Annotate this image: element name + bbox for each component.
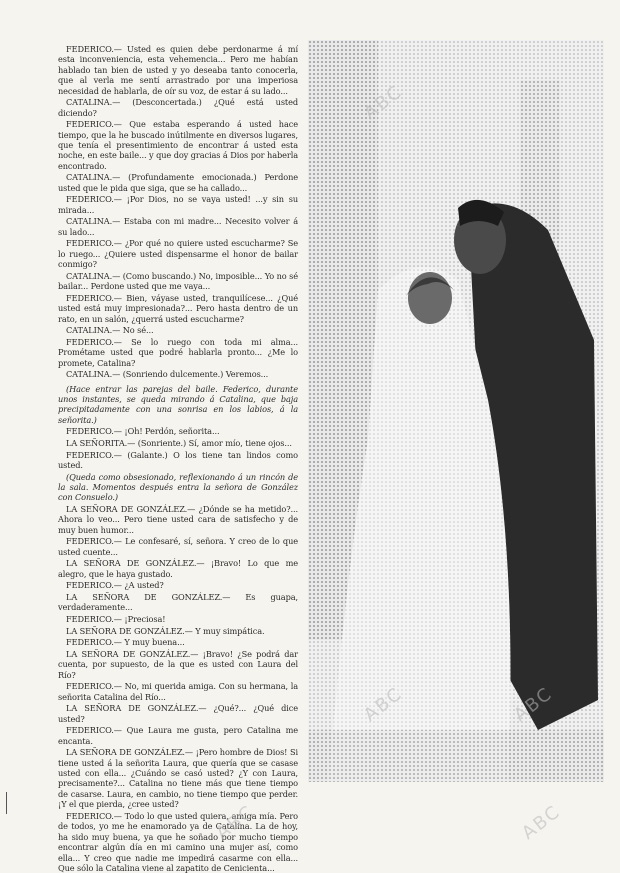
- paragraph: LA SEÑORA DE GONZÁLEZ.— Y muy simpática.: [66, 625, 265, 636]
- paragraph: LA SEÑORA DE GONZÁLEZ.— Es guapa, verdaderamente...: [58, 592, 298, 613]
- paragraph: CATALINA.— Estaba con mi madre... Necesito volver á su lado...: [58, 216, 298, 237]
- paragraph: FEDERICO.— (Galante.) O los tiene tan lindos como usted.: [58, 449, 298, 471]
- paragraph: CATALINA.— (Desconcertada.) ¿Qué está usted diciendo?: [58, 97, 298, 118]
- photo-couple-embracing: [308, 40, 604, 782]
- paragraph: LA SEÑORA DE GONZÁLEZ.— ¡Bravo! Lo que me alegro, que le haya gustado.: [58, 558, 298, 579]
- paragraph: FEDERICO.— ¿A usted?: [66, 580, 164, 591]
- paragraph: FEDERICO.— Todo lo que usted quiera, amiga mía. Pero de todos, yo me he enamorado ya de Catalina. La de hoy, ha sido muy buena, ya que he soñado por mucho tiempo encontrar algún día en mi camino una mujer así, como ella... Y creo que nadie me impedirá casarme con ella... Que sólo la Catalina viene al zapatito de Cenicienta...: [58, 810, 298, 873]
- paragraph: LA SEÑORA DE GONZÁLEZ.— ¿Dónde se ha metido?... Ahora lo veo... Pero tiene usted cara de satisfecho y de muy buen humor...: [58, 504, 298, 535]
- paragraph: FEDERICO.— Que Laura me gusta, pero Catalina me encanta.: [58, 725, 298, 746]
- watermark: ABC: [360, 683, 407, 726]
- paragraph: FEDERICO.— ¡Preciosa!: [66, 614, 166, 625]
- watermark: ABC: [360, 81, 407, 124]
- watermark: ABC: [518, 801, 565, 844]
- watermark: ABC: [510, 683, 557, 726]
- stage-direction: (Hace entrar las parejas del baile. Federico, durante unos instantes, se queda mirando á Catalina, que baja precipitadamente con una sonrisa en los labios, á la señorita.): [58, 383, 298, 425]
- paragraph: FEDERICO.— Le confesaré, sí, señora. Y creo de lo que usted cuente...: [58, 536, 298, 557]
- paragraph: FEDERICO.— ¿Por qué no quiere usted escucharme? Se lo ruego... ¿Quiere usted dispensarme el honor de bailar conmigo?: [58, 238, 298, 270]
- watermark: ABC: [212, 801, 259, 844]
- paragraph: FEDERICO.— Y muy buena...: [66, 637, 185, 648]
- photo-illustration: [308, 40, 604, 782]
- stage-direction: (Queda como obsesionado, reflexionando á un rincón de la sala. Momentos después entra la señora de González con Consuelo.): [58, 471, 298, 503]
- paragraph: FEDERICO.— No, mi querida amiga. Con su hermana, la señorita Catalina del Río...: [58, 681, 298, 702]
- paragraph: FEDERICO.— Se lo ruego con toda mi alma... Prométame usted que podré hablarla pronto... ¿Me lo promete, Catalina?: [58, 336, 298, 368]
- paragraph: CATALINA.— No sé...: [66, 325, 154, 336]
- paragraph: LA SEÑORA DE GONZÁLEZ.— ¡Bravo! ¿Se podrá dar cuenta, por supuesto, de la que es usted con Laura del Río?: [58, 648, 298, 680]
- paragraph: CATALINA.— (Sonriendo dulcemente.) Veremos...: [66, 369, 269, 380]
- paragraph: FEDERICO.— ¡Por Dios, no se vaya usted! ...y sin su mirada...: [58, 194, 298, 215]
- paragraph: FEDERICO.— Que estaba esperando á usted hace tiempo, que la he buscado inútilmente en diversos lugares, que tenía el presentimiento de encontrar á usted esta noche, en este baile... y que doy gracias á Dios por haberla encontrado.: [58, 119, 298, 171]
- paragraph: LA SEÑORA DE GONZÁLEZ.— ¿Qué?... ¿Qué dice usted?: [58, 703, 298, 724]
- paragraph: FEDERICO.— Bien, váyase usted, tranquilícese... ¿Qué usted está muy impresionada?... Pero hasta dentro de un rato, en un salón, ¿querrá usted escucharme?: [58, 292, 298, 324]
- paragraph: FEDERICO.— ¡Oh! Perdón, señorita...: [66, 426, 220, 437]
- paragraph: CATALINA.— (Profundamente emocionada.) Perdone usted que le pida que siga, que se ha callado...: [58, 172, 298, 193]
- paragraph: CATALINA.— (Como buscando.) No, imposible... Yo no sé bailar... Perdone usted que me vaya...: [58, 270, 298, 292]
- photo-floor: [308, 730, 604, 782]
- margin-mark: [6, 792, 7, 814]
- paragraph: FEDERICO.— Usted es quien debe perdonarme á mí esta inconveniencia, esta vehemencia... Pero me habían hablado tan bien de usted y yo deseaba tanto conocerla, que al verla me sentí arrastrado por una imperiosa necesidad de hablarla, de oír su voz, de estar á su lado...: [58, 44, 298, 96]
- paragraph: LA SEÑORA DE GONZÁLEZ.— ¡Pero hombre de Dios! Si tiene usted á la señorita Laura, que quería que se casase usted con ella... ¿Cuándo se casó usted? ¿Y con Laura, precisamente?... Catalina no tiene más que tiene tiempo de casarse. Laura, en cambio, no tiene tiempo que perder. ¡Y el que pierda, ¿cree usted?: [58, 747, 298, 810]
- paragraph: LA SEÑORITA.— (Sonriente.) Sí, amor mío, tiene ojos...: [66, 438, 292, 449]
